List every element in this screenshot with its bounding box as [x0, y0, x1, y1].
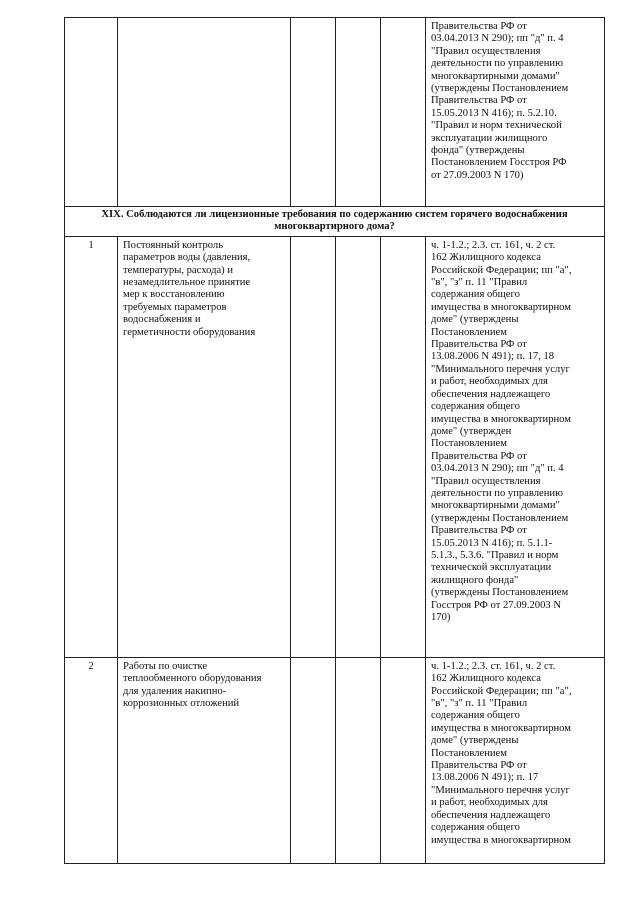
answer-no-cell	[336, 18, 381, 207]
requirement-text: Работы по очистке теплообменного оборудования для удаления накипно- коррозионных отложений	[123, 660, 262, 710]
legal-basis-cell	[426, 236, 605, 657]
answer-yes-cell	[291, 18, 336, 207]
number-cell	[65, 657, 118, 863]
answer-no-cell	[336, 657, 381, 863]
row-number: 2	[88, 660, 94, 672]
requirement-cell	[118, 657, 291, 863]
section-heading: XIX. Соблюдаются ли лицензионные требования по содержанию систем горячего водоснабжения многоквартирного дома?	[65, 207, 605, 237]
answer-na-cell	[381, 18, 426, 207]
requirement-text: Постоянный контроль параметров воды (давления, температуры, расхода) и незамедлительное принятие мер к восстановлению требуемых параметров водоснабжения и герметичности оборудования	[123, 239, 256, 338]
answer-no-cell	[336, 236, 381, 657]
answer-yes-cell	[291, 236, 336, 657]
answer-na-cell	[381, 236, 426, 657]
number-cell	[65, 236, 118, 657]
number-cell	[65, 18, 118, 207]
requirement-cell	[118, 18, 291, 207]
row-number: 1	[88, 239, 94, 251]
section-heading-row	[65, 207, 605, 237]
requirement-cell	[118, 236, 291, 657]
table-row	[65, 18, 605, 207]
legal-basis-text: Правительства РФ от 03.04.2013 N 290); пп "д" п. 4 "Правил осуществления деятельности по управлению многоквартирными домами" (утверждены Постановлением Правительства РФ от 15.05.2013 N 416); п. 5.2.10. "Правил и норм технической эксплуатации жилищного фонда" (утверждены Постановлением Госстроя РФ от 27.09.2003 N 170)	[431, 21, 569, 181]
answer-yes-cell	[291, 657, 336, 863]
table-row	[65, 657, 605, 863]
table-row	[65, 236, 605, 657]
answer-na-cell	[381, 657, 426, 863]
legal-basis-cell	[426, 657, 605, 863]
requirements-table	[64, 17, 605, 864]
legal-basis-text: ч. 1-1.2.; 2.3. ст. 161, ч. 2 ст. 162 Жилищного кодекса Российской Федерации; пп "а", "в", "з" п. 11 "Правил содержания общего имущества в многоквартирном доме" (утверждены Постановлением Правительства РФ от 13.08.2006 N 491); п. 17, 18 "Минимального перечня услуг и работ, необходимых для обеспечения надлежащего содержания общего имущества в многоквартирном доме" (утвержден Постановлением Правительства РФ от 03.04.2013 N 290); пп "д" п. 4 "Правил осуществления деятельности по управлению многоквартирными домами" (утверждены Постановлением Правительства РФ от 15.05.2013 N 416); п. 5.1.1- 5.1.3., 5.3.6. "Правил и норм технической эксплуатации жилищного фонда" (утверждены Постановлением Госстроя РФ от 27.09.2003 N 170)	[431, 239, 572, 623]
legal-basis-cell	[426, 18, 605, 207]
legal-basis-text: ч. 1-1.2.; 2.3. ст. 161, ч. 2 ст. 162 Жилищного кодекса Российской Федерации; пп "а", "в", "з" п. 11 "Правил содержания общего имущества в многоквартирном доме" (утверждены Постановлением Правительства РФ от 13.08.2006 N 491); п. 17 "Минимального перечня услуг и работ, необходимых для обеспечения надлежащего содержания общего имущества в многоквартирном	[431, 660, 572, 846]
